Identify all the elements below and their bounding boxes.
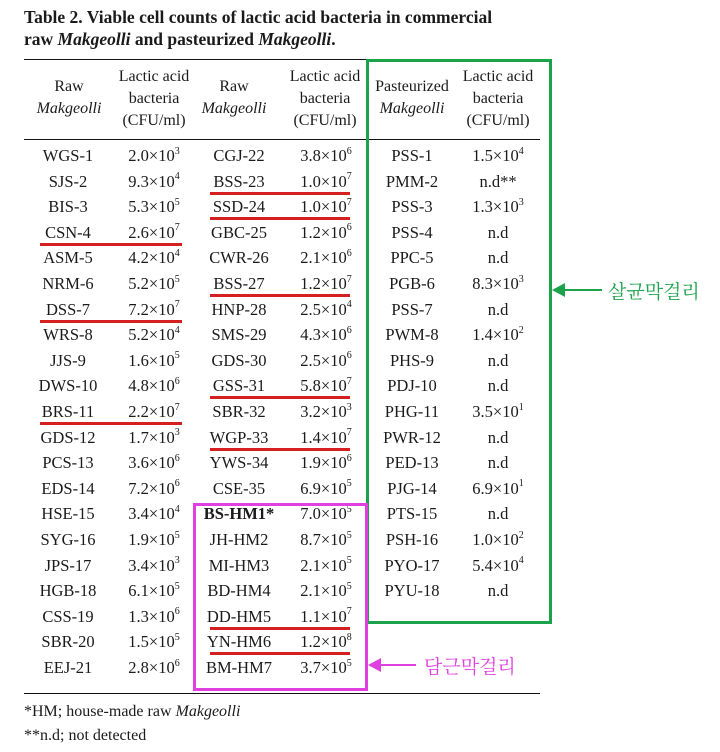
homemade-label: 담근막걸리 <box>424 656 516 678</box>
magenta-arrow-shaft <box>378 664 416 666</box>
sample-name: WRS-8 <box>43 325 93 345</box>
lab-count: n.d <box>487 248 509 268</box>
lab-count: n.d <box>487 350 509 370</box>
sample-name: MI-HM3 <box>208 555 270 575</box>
lab-count: $1.9\times 10^6$ <box>300 452 352 473</box>
sample-name: GDS-30 <box>211 350 267 370</box>
lab-count: $4.8\times 10^6$ <box>128 375 180 396</box>
header-text: bacteria <box>299 90 351 107</box>
sample-name: PTS-15 <box>386 504 438 524</box>
lab-count: $3.4\times 10^3$ <box>128 555 180 575</box>
lab-count: $3.4\times 10^4$ <box>128 503 180 524</box>
lab-count: $2.1\times 10^6$ <box>300 247 352 268</box>
sample-name: NRM-6 <box>42 274 94 293</box>
sample-name: PDJ-10 <box>387 376 437 396</box>
sample-name: DWS-10 <box>38 376 98 396</box>
header-text: Makgeolli <box>36 100 102 117</box>
sample-name: HNP-28 <box>211 299 267 319</box>
header-text: Raw <box>54 78 84 95</box>
sample-name: PPC-5 <box>390 248 434 268</box>
sample-name: BD-HM4 <box>207 581 271 601</box>
caption-text: raw <box>24 29 58 49</box>
lab-count: $3.8\times 10^6$ <box>300 145 352 165</box>
sample-name: DSS-7 <box>45 299 90 319</box>
lab-count: $1.6\times 10^5$ <box>128 350 180 370</box>
header-text: (CFU/ml) <box>293 112 357 129</box>
lab-count: $7.2\times 10^7$ <box>128 299 180 319</box>
lab-count: $7.0\times 10^5$ <box>300 503 352 524</box>
sample-name: SJS-2 <box>48 171 88 191</box>
sample-name: CWR-26 <box>209 248 269 268</box>
lab-count: $3.2\times 10^3$ <box>300 401 352 421</box>
header-text: (CFU/ml) <box>466 112 530 129</box>
sample-name: PMM-2 <box>385 171 439 191</box>
sample-name: JPS-17 <box>44 555 92 575</box>
header-lab-1 <box>108 66 200 138</box>
lab-count: n.d <box>487 504 509 524</box>
lab-count: $5.3\times 10^5$ <box>128 196 180 217</box>
header-text: Lactic acid <box>462 68 534 85</box>
sample-name: PYU-18 <box>384 581 440 601</box>
sample-name: YWS-34 <box>209 453 269 473</box>
lab-count: $2.6\times 10^7$ <box>128 222 180 242</box>
sample-name: PHG-11 <box>384 402 440 421</box>
caption-italic: Makgeolli <box>258 29 332 49</box>
lab-count: n.d <box>487 222 509 242</box>
sample-name: WGP-33 <box>209 427 269 447</box>
lab-count: $1.2\times 10^8$ <box>300 631 352 652</box>
green-arrow-shaft <box>562 289 602 291</box>
header-text: Makgeolli <box>201 100 267 117</box>
lab-count: $2.0\times 10^3$ <box>128 145 180 165</box>
lab-count: $1.4\times 10^7$ <box>300 427 352 447</box>
sample-name: EDS-14 <box>41 478 95 498</box>
lab-count: $1.9\times 10^5$ <box>128 529 180 549</box>
footnote-italic: Makgeolli <box>175 703 241 720</box>
sample-name: GBC-25 <box>211 222 267 242</box>
caption-italic: Makgeolli <box>57 29 131 49</box>
header-text: Lactic acid <box>289 68 361 85</box>
lab-count: n.d <box>487 427 509 447</box>
header-text: bacteria <box>472 90 524 107</box>
red-underline <box>210 217 350 220</box>
lab-count: $2.5\times 10^6$ <box>300 350 352 370</box>
lab-count: $1.0\times 10^7$ <box>300 171 352 191</box>
lab-count: $1.1\times 10^7$ <box>300 606 352 626</box>
sample-name: PSH-16 <box>385 530 439 549</box>
lab-count: $2.1\times 10^5$ <box>300 555 352 575</box>
sample-name: EEJ-21 <box>43 658 93 677</box>
red-underline <box>210 396 350 399</box>
caption-text: . <box>331 29 336 49</box>
lab-count: n.d <box>487 581 509 601</box>
lab-count: $3.6\times 10^6$ <box>128 452 180 473</box>
lab-count: $1.5\times 10^4$ <box>472 145 524 165</box>
sample-name: GDS-12 <box>40 427 96 447</box>
lab-count: $1.2\times 10^6$ <box>300 222 352 242</box>
pasteurized-label: 살균막걸리 <box>608 281 700 303</box>
sample-name: SMS-29 <box>211 325 267 345</box>
red-underline <box>40 243 182 246</box>
header-text: Lactic acid <box>118 68 190 85</box>
lab-count: $1.3\times 10^3$ <box>472 196 524 217</box>
sample-name: PSS-4 <box>391 222 433 242</box>
header-text: Makgeolli <box>379 100 445 117</box>
sample-name: PCS-13 <box>42 453 94 473</box>
table-caption <box>24 6 584 50</box>
sample-name: PHS-9 <box>389 350 434 370</box>
caption-text: and pasteurized <box>130 29 259 49</box>
bottom-rule <box>24 693 540 694</box>
lab-count: $9.3\times 10^4$ <box>128 171 180 191</box>
lab-count: $5.4\times 10^4$ <box>472 555 524 575</box>
sample-name: SYG-16 <box>40 530 96 549</box>
header-raw-makgeolli-1 <box>24 76 114 148</box>
red-underline <box>40 320 182 323</box>
red-underline <box>40 422 182 425</box>
sample-name: ASM-5 <box>43 248 93 268</box>
sample-name: PGB-6 <box>389 274 435 293</box>
sample-name: PSS-1 <box>391 146 433 165</box>
lab-count: $8.3\times 10^3$ <box>472 273 524 293</box>
lab-count: n.d <box>487 453 509 473</box>
lab-count: $1.4\times 10^2$ <box>472 324 524 345</box>
lab-count: $1.0\times 10^7$ <box>300 196 352 217</box>
lab-count: n.d** <box>479 171 517 191</box>
lab-count: $1.0\times 10^2$ <box>472 529 524 549</box>
header-raw-makgeolli-2 <box>194 76 274 148</box>
lab-count: $6.9\times 10^5$ <box>300 478 352 498</box>
lab-count: n.d <box>487 299 509 319</box>
pasteurized-highlight-box <box>366 59 552 624</box>
lab-count: $2.8\times 10^6$ <box>128 657 180 677</box>
sample-name: PYO-17 <box>384 555 440 575</box>
sample-name: BSS-23 <box>213 171 265 191</box>
homemade-highlight-box <box>193 503 368 691</box>
footnote-text: *HM; house-made raw <box>24 703 176 720</box>
lab-count: $1.5\times 10^5$ <box>128 631 180 652</box>
lab-count: $3.5\times 10^1$ <box>472 401 524 421</box>
lab-count: n.d <box>487 376 509 396</box>
lab-count: $7.2\times 10^6$ <box>128 478 180 498</box>
lab-count: $2.1\times 10^5$ <box>300 580 352 601</box>
sample-name: PWR-12 <box>383 427 441 447</box>
lab-count: $1.7\times 10^3$ <box>128 427 180 447</box>
sample-name: CGJ-22 <box>213 146 265 165</box>
header-text: Pasteurized <box>375 78 449 95</box>
lab-count: $6.1\times 10^5$ <box>128 580 180 601</box>
caption-line-1: Table 2. Viable cell counts of lactic acid bacteria in commercial <box>24 7 493 27</box>
sample-name: SBR-32 <box>212 402 266 421</box>
lab-count: $5.8\times 10^7$ <box>300 375 352 396</box>
sample-name: PED-13 <box>385 453 439 473</box>
sample-name: BS-HM1* <box>203 504 275 524</box>
lab-count: $1.3\times 10^6$ <box>128 606 180 626</box>
lab-count: $4.2\times 10^4$ <box>128 247 180 268</box>
sample-name: GSS-31 <box>212 376 266 396</box>
sample-name: JH-HM2 <box>209 530 269 549</box>
header-text: Raw <box>219 78 249 95</box>
sample-name: YN-HM6 <box>206 632 272 652</box>
sample-name: JJS-9 <box>50 350 86 370</box>
sample-name: DD-HM5 <box>206 606 272 626</box>
sample-name: BM-HM7 <box>205 658 272 677</box>
lab-count: $4.3\times 10^6$ <box>300 324 352 345</box>
sample-name: BSS-27 <box>213 274 265 293</box>
footnote-hm <box>24 701 240 723</box>
lab-count: $8.7\times 10^5$ <box>300 529 352 549</box>
sample-name: BRS-11 <box>41 402 95 421</box>
sample-name: CSE-35 <box>212 478 266 498</box>
lab-count: $3.7\times 10^5$ <box>300 657 352 677</box>
sample-name: CSN-4 <box>45 222 91 242</box>
sample-name: PJG-14 <box>387 478 437 498</box>
sample-name: WGS-1 <box>42 146 94 165</box>
sample-name: PSS-3 <box>391 197 433 217</box>
sample-name: SBR-20 <box>41 632 95 652</box>
red-underline <box>210 448 350 451</box>
caption-line-2 <box>24 28 584 50</box>
header-text: (CFU/ml) <box>122 112 186 129</box>
lab-count: $6.9\times 10^1$ <box>472 478 524 498</box>
sample-name: SSD-24 <box>212 197 266 217</box>
red-underline <box>210 294 350 297</box>
sample-name: PSS-7 <box>391 299 433 319</box>
sample-name: HGB-18 <box>39 581 97 601</box>
lab-count: $2.5\times 10^4$ <box>300 299 352 319</box>
sample-name: PWM-8 <box>385 325 439 345</box>
red-underline <box>210 192 350 195</box>
lab-count: $5.2\times 10^4$ <box>128 324 180 345</box>
sample-name: CSS-19 <box>42 606 94 626</box>
lab-count: $2.2\times 10^7$ <box>128 401 180 421</box>
lab-count: $1.2\times 10^7$ <box>300 273 352 293</box>
sample-name: BIS-3 <box>48 197 88 217</box>
sample-name: HSE-15 <box>41 504 95 524</box>
header-lab-2 <box>280 66 370 138</box>
footnote-nd: **n.d; not detected <box>24 727 147 744</box>
header-text: bacteria <box>128 90 180 107</box>
lab-count: $5.2\times 10^5$ <box>128 273 180 293</box>
